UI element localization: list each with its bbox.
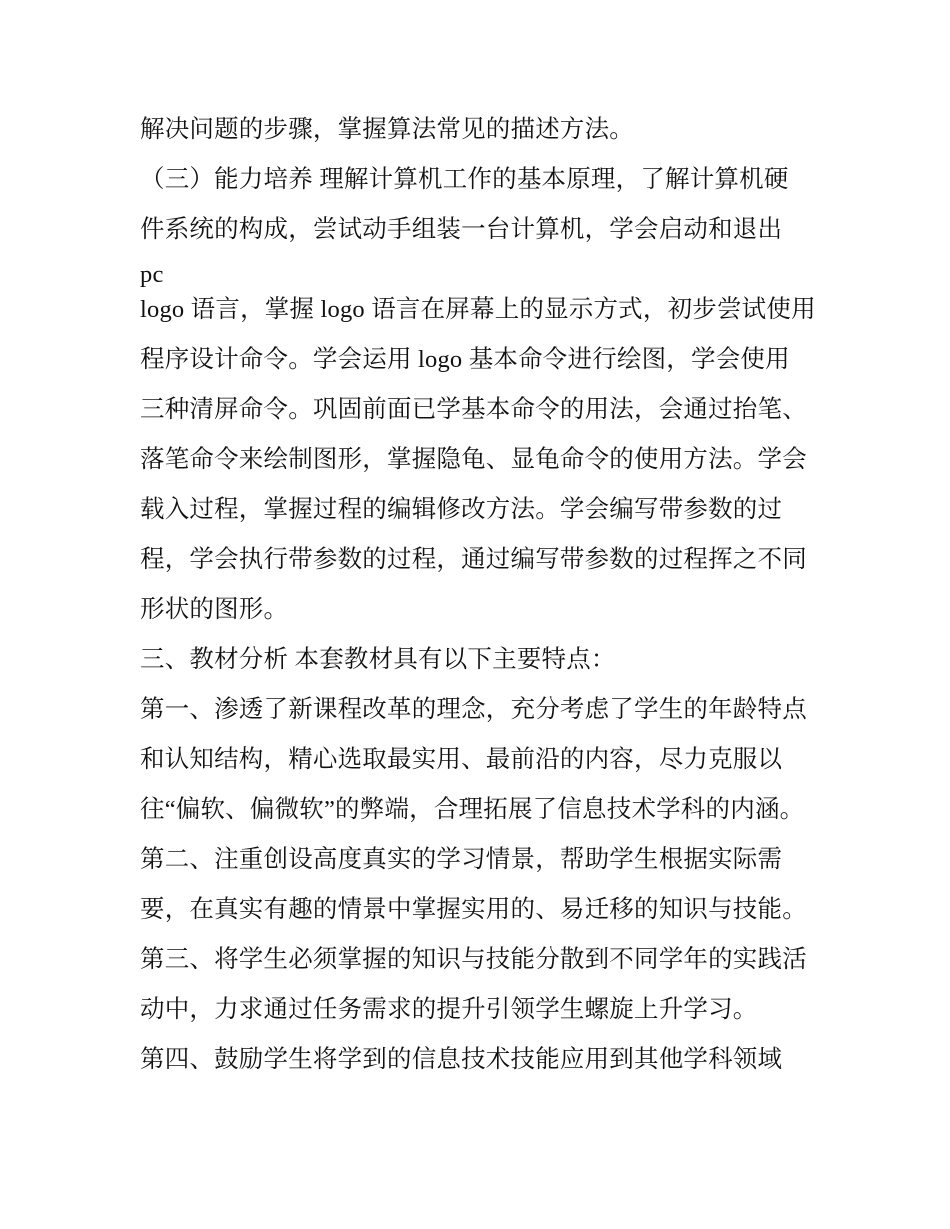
- text-line: 第三、将学生必须掌握的知识与技能分散到不同学年的实践活: [140, 946, 807, 973]
- text-line: 第一、渗透了新课程改革的理念，充分考虑了学生的年龄特点: [140, 696, 807, 723]
- text-line: 三种清屏命令。巩固前面已学基本命令的用法，会通过抬笔、: [140, 396, 807, 423]
- document-body: [140, 105, 830, 1085]
- text-line: 第二、注重创设高度真实的学习情景，帮助学生根据实际需: [140, 846, 783, 873]
- text-line: 和认知结构，精心选取最实用、最前沿的内容，尽力克服以: [140, 746, 783, 773]
- text-line: 要，在真实有趣的情景中掌握实用的、易迁移的知识与技能。: [140, 896, 807, 923]
- text-line: 件系统的构成，尝试动手组装一台计算机，学会启动和退出: [140, 216, 783, 243]
- text-line: 形状的图形。: [140, 596, 289, 623]
- text-line: logo 语言，掌握 logo 语言在屏幕上的显示方式，初步尝试使用: [140, 296, 816, 323]
- section-heading: 三、教材分析 本套教材具有以下主要特点：: [140, 646, 616, 673]
- text-line: 动中，力求通过任务需求的提升引领学生螺旋上升学习。: [140, 996, 758, 1023]
- text-line: 第四、鼓励学生将学到的信息技术技能应用到其他学科领域: [140, 1046, 783, 1073]
- text-line: 载入过程，掌握过程的编辑修改方法。学会编写带参数的过: [140, 496, 783, 523]
- text-line: 往“偏软、偏微软”的弊端，合理拓展了信息技术学科的内涵。: [140, 796, 805, 823]
- text-line: 解决问题的步骤，掌握算法常见的描述方法。: [140, 116, 634, 143]
- text-line: （三）能力培养 理解计算机工作的基本原理，了解计算机硬: [140, 166, 789, 193]
- text-line: 程序设计命令。学会运用 logo 基本命令进行绘图，学会使用: [140, 346, 790, 373]
- text-line: 落笔命令来绘制图形，掌握隐龟、显龟命令的使用方法。学会: [140, 446, 807, 473]
- text-line: pc: [140, 261, 164, 288]
- text-line: 程，学会执行带参数的过程，通过编写带参数的过程挥之不同: [140, 546, 807, 573]
